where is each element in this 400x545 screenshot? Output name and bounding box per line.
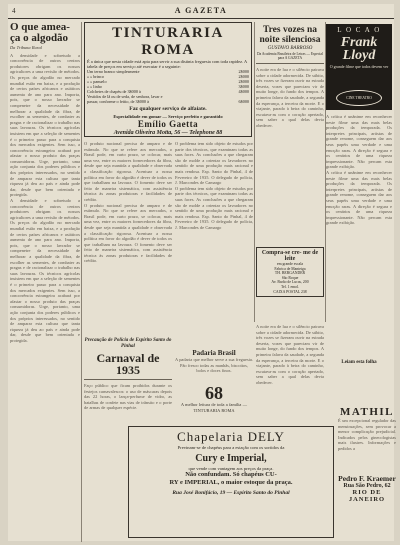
price-label: Vestidos de lã ou de seda, de senhora, lavar e <box>87 94 163 100</box>
column-2-text: O produto nacional precisa de amparo e de estímulo. No que se refere aos mercados, o Brasil pode, em curto prazo, se colocar, mais uma vez, entre os maiores fornecedores da fibra, desde que seja mantida a qualidade e observada a classificação rigorosa. Acentuar a nossa política em favor do algodão é dever de todos os que trabalham na lavoura. O fomento deve ser feito de maneira sistemática, com assistência técnica às zonas produtoras e facilidades de crédito. <box>84 141 172 202</box>
column-2-article <box>84 141 172 264</box>
cotton-headline: O que amea- ça o algodão <box>10 22 70 44</box>
column-5-article <box>326 114 392 354</box>
compra-line: TH. BERGANDER <box>274 271 306 276</box>
price-label: » » linho <box>87 84 102 90</box>
padaria-title: Padaria Brasil <box>192 349 236 357</box>
column-divider <box>254 22 255 322</box>
price-label: passar, conforme o feitio, de 3$000 à <box>87 99 149 105</box>
leiam-notice: Leiam esta folha <box>341 360 377 365</box>
price-value: 4$000 <box>238 89 249 95</box>
compra-line: São Roque <box>281 275 299 280</box>
masthead-rule <box>8 18 394 19</box>
price-value: 2$000 <box>238 74 249 80</box>
price-row <box>87 99 249 104</box>
cotton-article-continued: A densidade e sobretudo a concorrência de outros centros produtores obrigam os nossos agricultores a uma revisão de métodos. Os preços do algodão no mercado mundial estão em baixa, e a produção de certos países africanos e asiáticos aumenta de ano para ano. Importa, pois, que o nosso lavrador se compenetre da necessidade de melhorar a qualidade da fibra, de escolher as sementes, de combater as pragas e de racionalizar o trabalho nas suas lavouras. Os técnicos agrícolas insistem em que a seleção de sementes é o primeiro passo para a conquista dos mercados exigentes. Sem isso, a concorrência estrangeira acabará por afastar o nosso produto das praças consumidoras. Urge, portanto, uma ação conjunta dos poderes públicos e dos próprios interessados, no sentido de amparar esta cultura que tanta riqueza já deu ao país e ainda pode dar, desde que bem orientada e protegida. <box>10 198 80 343</box>
cotton-article-text: A densidade e sobretudo a concorrência de outros centros produtores obrigam os nossos agricultores a uma revisão de métodos. Os preços do algodão no mercado mundial estão em baixa, e a produção de certos países africanos e asiáticos aumenta de ano para ano. Importa, pois, que o nosso lavrador se compenetre da necessidade de melhorar a qualidade da fibra, de escolher as sementes, de combater as pragas e de racionalizar o trabalho nas suas lavouras. Os técnicos agrícolas insistem em que a seleção de sementes é o primeiro passo para a conquista dos mercados exigentes. Sem isso, a concorrência estrangeira acabará por afastar o nosso produto das praças consumidoras. Urge, portanto, uma ação conjunta dos poderes públicos e dos próprios interessados, no sentido de amparar esta cultura que tanta riqueza já deu ao país e ainda pode dar, desde que bem orientada e protegida. <box>10 52 80 198</box>
masthead <box>8 6 394 18</box>
price-value: 3$000 <box>238 84 249 90</box>
tinturaria-service: Faz qualquer serviço de alfaiate. <box>129 106 207 113</box>
kraemer-name: Pedro F. Kraemer <box>338 474 396 483</box>
padaria-brasil-ad <box>175 349 253 374</box>
compra-creme-ad <box>256 247 324 297</box>
price-label: » » panuelo <box>87 79 107 85</box>
column-3-article <box>175 141 253 346</box>
page-number: 4 <box>12 7 16 15</box>
column-3-text: O problema tem sido objeto de estudos por parte dos técnicos, que examinam todas as suas faces. As conclusões a que chegaram são de molde a orientar os lavradores no sentido de uma produção mais racional e mais rendosa. Esp. Santo do Pinhal, 4 de Fevereiro de 1935. O delegado de polícia, J. Marcondes de Camargo <box>175 141 253 186</box>
column-4-article <box>256 324 324 419</box>
price-table <box>87 69 249 104</box>
chapelaria-dely-ad <box>128 426 334 538</box>
column-5-text: A crítica é unânime em reconhecer neste filme uma das mais belas produções da temporada. Os interpretes principais, artistas de grande renome, conseguem dar aos seus papéis uma verdade e uma emoção raras. A direção é segura e os cenários de uma riqueza impressionante. Não percam esta grande exibição. <box>326 114 392 170</box>
padaria-text: A padaria que melhor serve a sua freguesia. Pão fresco todas as manhãs, biscoitos, bolos e doces finos. <box>175 357 253 374</box>
compra-line: Tel. 1 emol. <box>280 284 300 289</box>
kraemer-street: Rua São Pedro, 62 <box>343 483 391 489</box>
compra-line: em grande escala <box>276 262 304 266</box>
price-label: Colchetes de chapéu de 3$000 à <box>87 89 141 95</box>
chapelaria-warning-2: RY e IMPERIAL, o maior estoque da praça. <box>169 479 293 487</box>
newspaper-title: A GAZETA <box>174 6 228 15</box>
chapelaria-brands: Cury e Imperial, <box>195 452 267 464</box>
price-label: Um terno branco simplesmente <box>87 69 140 75</box>
column-1 <box>10 22 80 542</box>
carnaval-text: Faço público que ficam proibidos durante os festejos carnavalescos: o uso de máscaras depois das 22 horas, o lança-perfume de vidro, as batalhas de confete nas vias de trânsito e o porte de armas de qualquer espécie. <box>84 383 172 411</box>
mathil-title: MATHIL <box>339 406 395 418</box>
tres-vozes-author: GUSTAVO BARROSO <box>267 46 313 51</box>
chapelaria-line-2: que vende com vantagem aos preços da praça. <box>188 465 274 471</box>
kraemer-city: RIO DE JANEIRO <box>348 489 386 503</box>
frank-lloyd-ad <box>326 24 392 110</box>
number-68-block <box>175 384 253 413</box>
column-divider <box>81 22 82 542</box>
tres-vozes-note: Da Academia Brasileira de Letras — Especial para A GAZETA <box>256 52 324 60</box>
tinturaria-address: Avenida Oliveira Motta, 56 — Telephone 88 <box>113 130 223 137</box>
chapelaria-address: Rua José Bonifácio, 19 — Espírito Santo do Pinhal <box>172 490 290 497</box>
frank-badge: CINE THEATRO <box>336 90 382 106</box>
column-4-text: A noite era de lua e o silêncio pairava sobre a cidade adormecida. De súbito, três vozes se fizeram ouvir na estrada deserta, vozes que pareciam vir de muito longe, do fundo dos tempos. A primeira falava da saudade, a segunda da esperança, a terceira da morte. E o viajante, parado à beira do caminho, escutava-as com o coração apertado, sem saber a qual delas devia obedecer. <box>256 324 324 385</box>
tres-vozes-title: Tres vozes na noite silenciosa <box>259 25 321 45</box>
compra-title: Compra-se cre- me de leite <box>261 250 319 262</box>
column-2-text-continued: O produto nacional precisa de amparo e de estímulo. No que se refere aos mercados, o Brasil pode, em curto prazo, se colocar, mais uma vez, entre os maiores fornecedores da fibra, desde que seja mantida a qualidade e observada a classificação rigorosa. Acentuar a nossa política em favor do algodão é dever de todos os que trabalham na lavoura. O fomento deve ser feito de maneira sistemática, com assistência técnica às zonas produtoras e facilidades de crédito. <box>84 202 172 264</box>
price-value: 2$000 <box>238 79 249 85</box>
number-68: 68 <box>205 383 223 403</box>
compra-lines <box>259 262 321 294</box>
frank-tagline: O grande filme que todos devem ver <box>329 64 389 69</box>
number-68-caption: A melhor leitura de toda a família — TINTURARIA ROMA <box>180 402 248 413</box>
mathil-text: É um excepcional regulador das menstruações, sem provocar a menor complicação prejudicial. Indicados pelos ginecologistas mais ilustres. Informações e pedidos a <box>338 418 396 451</box>
column-3-text-continued: O problema tem sido objeto de estudos por parte dos técnicos, que examinam todas as suas faces. As conclusões a que chegaram são de molde a orientar os lavradores no sentido de uma produção mais racional e mais rendosa. Esp. Santo do Pinhal, 4 de Fevereiro de 1935. O delegado de polícia, J. Marcondes de Camargo <box>175 185 253 230</box>
chapelaria-title: Chapelaria DELY <box>177 429 285 444</box>
frank-name: Frank Lloyd <box>340 35 378 63</box>
tres-vozes-text: A noite era de lua e o silêncio pairava sobre a cidade adormecida. De súbito, três vozes se fizeram ouvir na estrada deserta, vozes que pareciam vir de muito longe, do fundo dos tempos. A primeira falava da saudade, a segunda da esperança, a terceira da morte. E o viajante, parado à beira do caminho, escutava-as com o coração apertado, sem saber a qual delas devia obedecer. <box>256 67 324 128</box>
tinturaria-roma-ad <box>84 22 252 137</box>
tinturaria-owner: Emílio Gaetta <box>137 119 199 130</box>
compra-line: Av. Barão de Lucas, 200 <box>271 280 309 285</box>
price-value: 2$000 <box>238 69 249 75</box>
frank-loc: L O C A O <box>337 26 381 34</box>
chapelaria-warning-1: Não confundam. Só chapéus CU- <box>185 471 277 479</box>
carnaval-title: Carnaval de 1935 <box>96 351 160 377</box>
carnaval-notice <box>84 336 172 423</box>
tinturaria-intro: É a única que nesta cidade está apta para servir a sua distinta freguesia com toda rapidez. A tabela de preços em serviço até executar é a seguinte: <box>87 59 247 70</box>
carnaval-notice-header: Precaução de Polícia de Espírito Santo do Pinhal <box>84 338 172 349</box>
mathil-ad <box>338 406 396 452</box>
compra-line: CAIXA POSTAL 238 <box>273 289 307 294</box>
chapelaria-line-1: Previnam-se de chapéus para a estação com os sortidos da <box>177 445 285 450</box>
column-5-text-continued: A crítica é unânime em reconhecer neste filme uma das mais belas produções da temporada. Os interpretes principais, artistas de grande renome, conseguem dar aos seus papéis uma verdade e uma emoção raras. A direção é segura e os cenários de uma riqueza impressionante. Não percam esta grande exibição. <box>326 169 392 226</box>
compra-line: Fabrica de Manteiga <box>274 266 306 271</box>
cotton-byline: Da Tribuna Rural <box>10 45 42 50</box>
price-label: » » brinco <box>87 74 104 80</box>
tinturaria-specialty: Especialidade em gomar — Serviço perfeito e garantido <box>113 114 223 120</box>
newspaper-page <box>8 4 394 541</box>
tinturaria-title: TINTURARIA ROMA <box>112 25 224 58</box>
price-value: 6$000 <box>238 99 249 105</box>
tres-vozes-article <box>256 26 324 235</box>
kraemer-contact <box>338 474 396 503</box>
